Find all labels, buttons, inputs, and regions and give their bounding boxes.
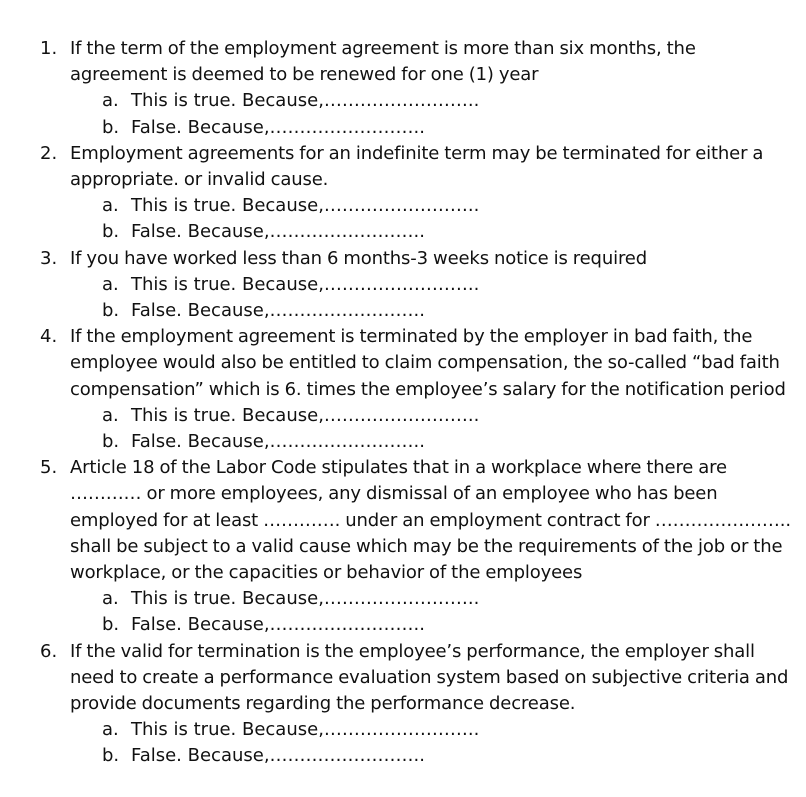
option-text: False. Because,……………………..: [131, 300, 426, 322]
option-text: False. Because,……………………..: [131, 116, 426, 138]
option-text: False. Because,……………………..: [131, 431, 426, 453]
option-b: [0, 115, 806, 141]
question-1: [0, 36, 806, 88]
question-text: Employment agreements for an indefinite term may be terminated for either a appropriate. or invalid cause.: [70, 142, 764, 191]
option-text: This is true. Because,……………………..: [131, 719, 480, 741]
option-letter: b.: [102, 745, 120, 767]
option-a: [0, 717, 806, 743]
option-text: False. Because,……………………..: [131, 221, 426, 243]
option-a: [0, 88, 806, 114]
option-text: False. Because,……………………..: [131, 614, 426, 636]
question-number: 1.: [40, 38, 58, 59]
question-number: 4.: [40, 326, 58, 348]
option-letter: a.: [102, 588, 119, 610]
option-letter: a.: [102, 273, 119, 295]
option-letter: b.: [102, 614, 120, 636]
option-letter: a.: [102, 90, 119, 112]
option-text: This is true. Because,……………………..: [131, 404, 480, 426]
question-2: [0, 141, 806, 193]
option-letter: b.: [102, 300, 120, 322]
question-list: [0, 36, 806, 770]
option-letter: a.: [102, 195, 119, 217]
question-text: If the term of the employment agreement is more than six months, the agreement is deemed to be renewed for one (1) year: [70, 38, 696, 86]
question-4: [0, 324, 806, 403]
option-b: [0, 298, 806, 324]
option-text: This is true. Because,……………………..: [131, 273, 480, 295]
option-a: [0, 403, 806, 429]
option-b: [0, 219, 806, 245]
question-number: 3.: [40, 247, 58, 269]
option-text: False. Because,……………………..: [131, 745, 426, 767]
option-a: [0, 272, 806, 298]
question-6: [0, 639, 806, 718]
question-text: If you have worked less than 6 months-3 weeks notice is required: [70, 247, 647, 269]
option-text: This is true. Because,……………………..: [131, 90, 480, 112]
option-letter: b.: [102, 116, 120, 138]
option-text: This is true. Because,……………………..: [131, 588, 480, 610]
question-number: 6.: [40, 640, 58, 662]
option-a: [0, 586, 806, 612]
option-b: [0, 612, 806, 638]
option-text: This is true. Because,……………………..: [131, 195, 480, 217]
question-number: 5.: [40, 457, 58, 479]
option-letter: a.: [102, 719, 119, 741]
option-b: [0, 429, 806, 455]
option-letter: a.: [102, 404, 119, 426]
question-number: 2.: [40, 142, 58, 164]
question-text: If the valid for termination is the employee’s performance, the employer shall need to create a performance evaluation system based on subjective criteria and provide documents regarding the performance decrease.: [70, 640, 789, 715]
option-b: [0, 743, 806, 769]
option-letter: b.: [102, 431, 120, 453]
question-5: [0, 455, 806, 586]
question-text: If the employment agreement is terminated by the employer in bad faith, the employee would also be entitled to claim compensation, the so-called “bad faith compensation” which is 6. times the employee’s salary for the notification period: [70, 326, 786, 400]
question-3: [0, 246, 806, 272]
question-text: Article 18 of the Labor Code stipulates that in a workplace where there are ………… or more employees, any dismissal of an employee who has been employed for at least …………. under an employment contract for ………………….. shall be subject to a valid cause which may be the requirements of the job or the workplace, or the capacities or behavior of the employees: [70, 457, 791, 584]
option-letter: b.: [102, 221, 120, 243]
option-a: [0, 193, 806, 219]
